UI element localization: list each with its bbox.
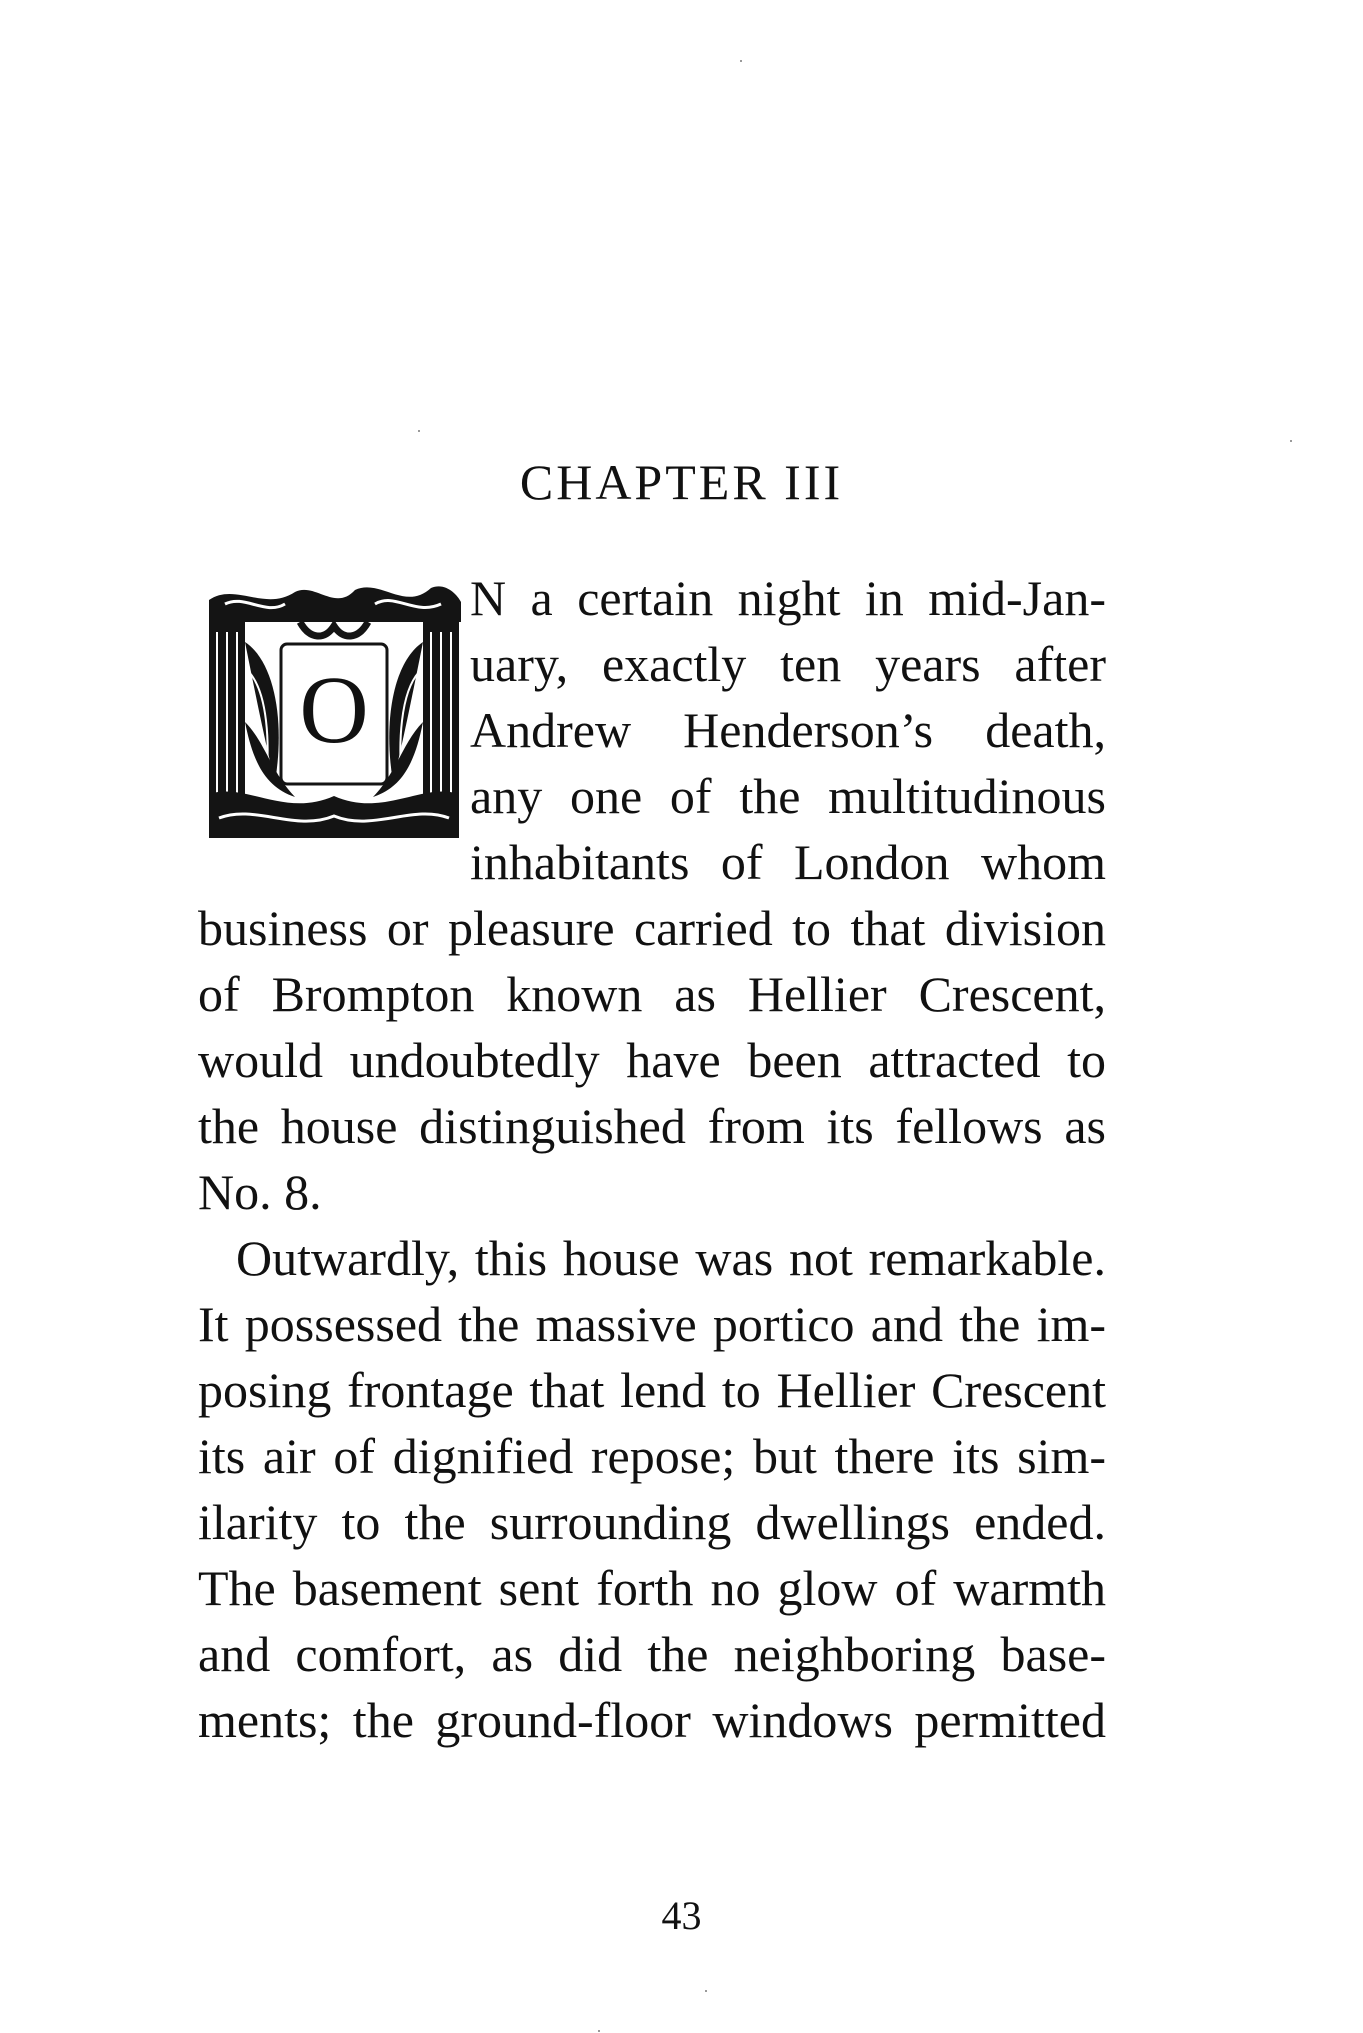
text-line: It possessed the massive portico and the im- xyxy=(198,1296,1106,1352)
text-line: of Brompton known as Hellier Crescent, xyxy=(198,966,1106,1022)
text-line: ments; the ground-floor windows permitted xyxy=(198,1692,1106,1748)
text-line: its air of dignified repose; but there its sim- xyxy=(198,1428,1106,1484)
text-line: inhabitants of London whom xyxy=(470,834,1106,890)
text-line: would undoubtedly have been attracted to xyxy=(198,1032,1106,1088)
text-line: Outwardly, this house was not remarkable. xyxy=(236,1230,1106,1286)
page-number: 43 xyxy=(661,1893,702,1938)
text-line: the house distinguished from its fellows as xyxy=(198,1098,1106,1154)
text-line: The basement sent forth no glow of warmth xyxy=(198,1560,1106,1616)
text-line: No. 8. xyxy=(198,1164,322,1220)
text-line: and comfort, as did the neighboring base- xyxy=(198,1626,1106,1682)
text-line: ilarity to the surrounding dwellings ended. xyxy=(198,1494,1106,1550)
text-line: business or pleasure carried to that division xyxy=(198,900,1106,956)
text-line: posing frontage that lend to Hellier Crescent xyxy=(198,1362,1106,1418)
ornamental-drop-cap xyxy=(205,582,463,840)
text-line: any one of the multitudinous xyxy=(470,768,1106,824)
text-line: uary, exactly ten years after xyxy=(470,636,1106,692)
text-line: Andrew Henderson’s death, xyxy=(470,702,1106,758)
text-line: N a certain night in mid-Jan- xyxy=(470,570,1106,626)
drop-cap-ornament-icon xyxy=(205,582,463,840)
drop-cap-letter: O xyxy=(299,656,369,763)
chapter-title: CHAPTER III xyxy=(519,454,844,510)
